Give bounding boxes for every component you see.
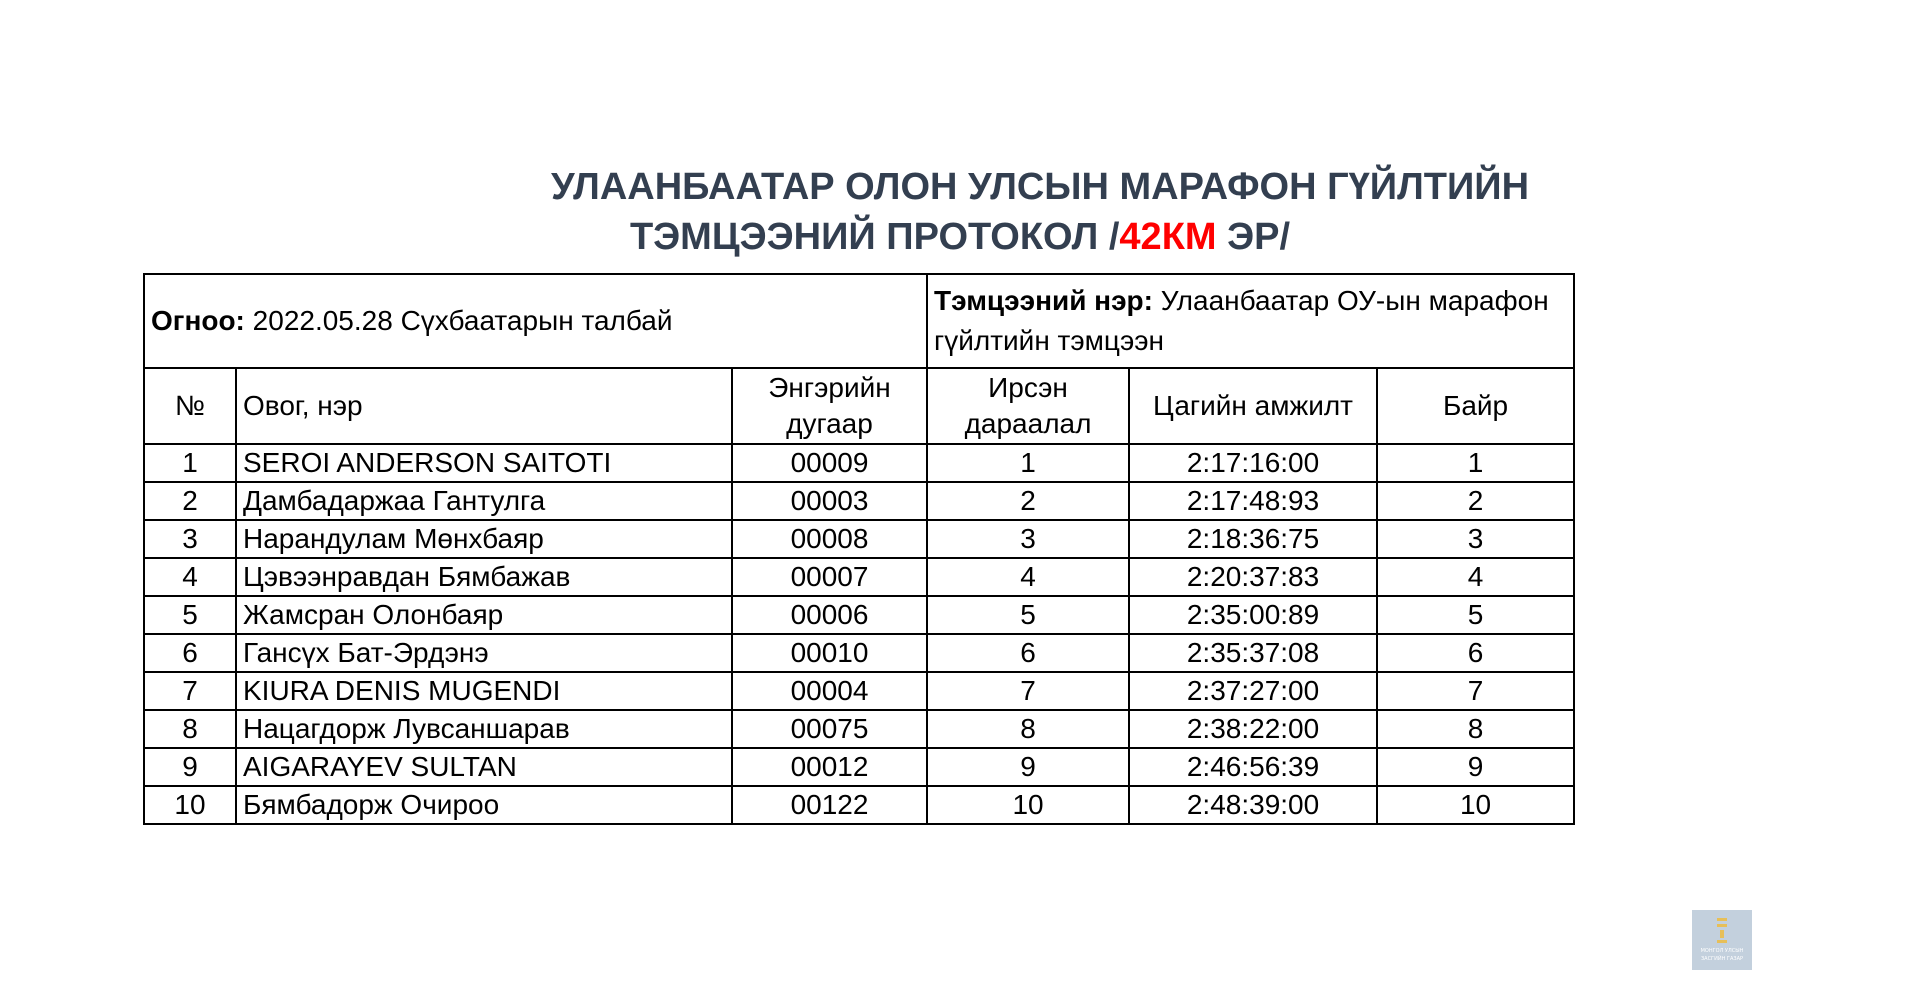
cell-bib: 00006 — [732, 596, 927, 634]
cell-name: Жамсран Олонбаяр — [236, 596, 732, 634]
column-header-place: Байр — [1377, 368, 1574, 444]
date-cell — [144, 274, 927, 368]
cell-num: 5 — [144, 596, 236, 634]
cell-name: KIURA DENIS MUGENDI — [236, 672, 732, 710]
cell-bib: 00008 — [732, 520, 927, 558]
column-header-bib: Энгэрийн дугаар — [732, 368, 927, 444]
results-table — [143, 273, 1575, 825]
cell-bib: 00122 — [732, 786, 927, 824]
cell-time: 2:17:48:93 — [1129, 482, 1377, 520]
cell-bib: 00009 — [732, 444, 927, 482]
cell-time: 2:37:27:00 — [1129, 672, 1377, 710]
cell-time: 2:46:56:39 — [1129, 748, 1377, 786]
cell-time: 2:18:36:75 — [1129, 520, 1377, 558]
cell-name: AIGARAYEV SULTAN — [236, 748, 732, 786]
cell-order: 4 — [927, 558, 1129, 596]
cell-bib: 00010 — [732, 634, 927, 672]
cell-num: 1 — [144, 444, 236, 482]
cell-time: 2:20:37:83 — [1129, 558, 1377, 596]
cell-place: 3 — [1377, 520, 1574, 558]
cell-order: 6 — [927, 634, 1129, 672]
logo-text-line-1: МОНГОЛ УЛСЫН — [1700, 948, 1744, 954]
cell-num: 6 — [144, 634, 236, 672]
cell-bib: 00004 — [732, 672, 927, 710]
cell-time: 2:48:39:00 — [1129, 786, 1377, 824]
table-row — [144, 710, 1574, 748]
table-row — [144, 634, 1574, 672]
event-value: Улаанбаатар ОУ-ын марафон гүйлтийн тэмцээн — [934, 285, 1549, 356]
column-header-name: Овог, нэр — [236, 368, 732, 444]
cell-place: 2 — [1377, 482, 1574, 520]
date-value: 2022.05.28 Сүхбаатарын талбай — [244, 305, 673, 336]
cell-place: 6 — [1377, 634, 1574, 672]
title-distance-highlight: 42КМ — [1119, 216, 1217, 258]
title-line-1 — [0, 162, 1920, 212]
cell-num: 2 — [144, 482, 236, 520]
cell-time: 2:35:00:89 — [1129, 596, 1377, 634]
title-line-2 — [0, 212, 1920, 262]
cell-name: Бямбадорж Очироо — [236, 786, 732, 824]
cell-place: 4 — [1377, 558, 1574, 596]
cell-name: Цэвээнравдан Бямбажав — [236, 558, 732, 596]
cell-order: 10 — [927, 786, 1129, 824]
cell-time: 2:35:37:08 — [1129, 634, 1377, 672]
title-line-1-text: УЛААНБААТАР ОЛОН УЛСЫН МАРАФОН ГҮЙЛТИЙН — [550, 166, 1530, 208]
cell-order: 3 — [927, 520, 1129, 558]
cell-bib: 00003 — [732, 482, 927, 520]
cell-bib: 00007 — [732, 558, 927, 596]
cell-num: 9 — [144, 748, 236, 786]
table-row — [144, 672, 1574, 710]
cell-time: 2:17:16:00 — [1129, 444, 1377, 482]
cell-place: 5 — [1377, 596, 1574, 634]
cell-num: 8 — [144, 710, 236, 748]
date-label: Огноо: — [151, 305, 245, 336]
header-row — [144, 368, 1574, 444]
column-header-num: № — [144, 368, 236, 444]
cell-num: 7 — [144, 672, 236, 710]
cell-place: 1 — [1377, 444, 1574, 482]
column-header-order: Ирсэн дараалал — [927, 368, 1129, 444]
cell-num: 3 — [144, 520, 236, 558]
table-row — [144, 558, 1574, 596]
cell-bib: 00075 — [732, 710, 927, 748]
cell-bib: 00012 — [732, 748, 927, 786]
table-row — [144, 786, 1574, 824]
cell-name: Гансүх Бат-Эрдэнэ — [236, 634, 732, 672]
event-label: Тэмцээний нэр: — [934, 285, 1153, 316]
title-line-2-text — [630, 212, 1290, 262]
table-row — [144, 482, 1574, 520]
table-row — [144, 596, 1574, 634]
government-logo — [1692, 910, 1752, 970]
table-row — [144, 444, 1574, 482]
table-row — [144, 748, 1574, 786]
column-header-time: Цагийн амжилт — [1129, 368, 1377, 444]
cell-place: 9 — [1377, 748, 1574, 786]
cell-order: 1 — [927, 444, 1129, 482]
table-row — [144, 520, 1574, 558]
cell-name: SEROI ANDERSON SAITOTI — [236, 444, 732, 482]
cell-place: 10 — [1377, 786, 1574, 824]
cell-num: 10 — [144, 786, 236, 824]
cell-order: 8 — [927, 710, 1129, 748]
title-line-2-suffix: ЭР/ — [1216, 216, 1291, 258]
cell-name: Нарандулам Мөнхбаяр — [236, 520, 732, 558]
logo-text-line-2: ЗАСГИЙН ГАЗАР — [1700, 956, 1744, 962]
document-title — [0, 162, 1920, 262]
meta-row — [144, 274, 1574, 368]
cell-place: 8 — [1377, 710, 1574, 748]
cell-place: 7 — [1377, 672, 1574, 710]
cell-time: 2:38:22:00 — [1129, 710, 1377, 748]
soyombo-icon — [1715, 918, 1729, 946]
cell-order: 9 — [927, 748, 1129, 786]
event-cell — [927, 274, 1574, 368]
cell-order: 2 — [927, 482, 1129, 520]
cell-order: 7 — [927, 672, 1129, 710]
cell-order: 5 — [927, 596, 1129, 634]
cell-name: Дамбадаржаа Гантулга — [236, 482, 732, 520]
title-line-2-prefix: ТЭМЦЭЭНИЙ ПРОТОКОЛ / — [629, 216, 1120, 258]
cell-name: Нацагдорж Лувсаншарав — [236, 710, 732, 748]
cell-num: 4 — [144, 558, 236, 596]
